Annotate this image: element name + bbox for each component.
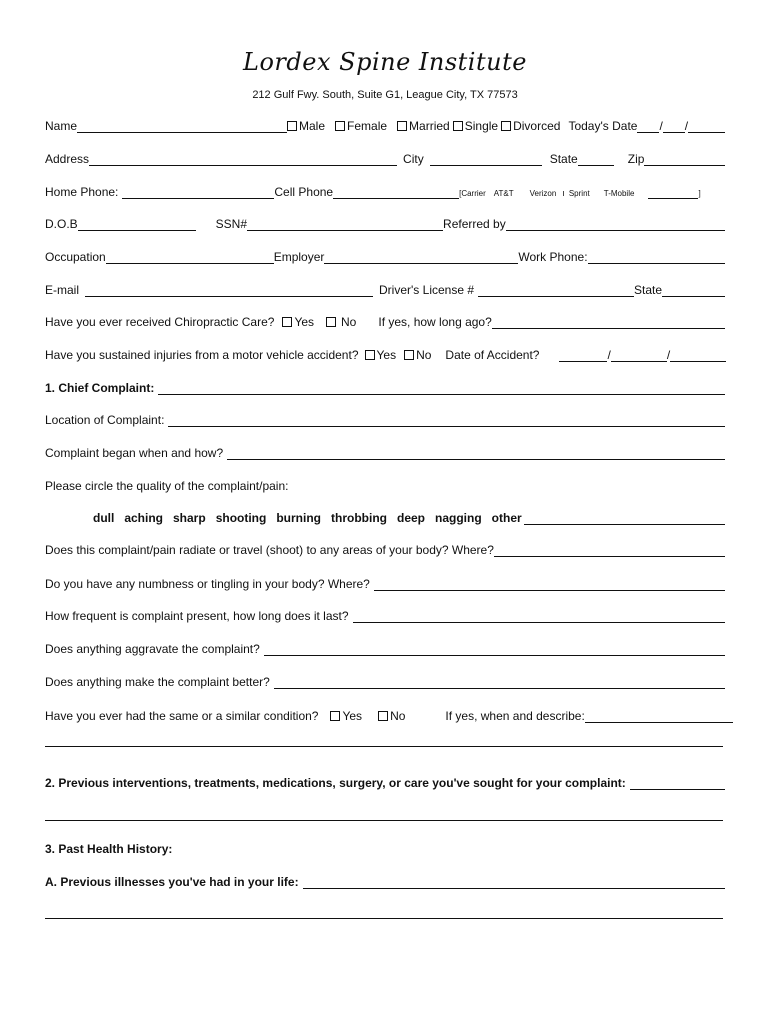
occupation-field[interactable] <box>106 250 274 264</box>
similar-describe-field[interactable] <box>585 709 733 723</box>
accident-no-label: No <box>416 348 432 362</box>
aggravate-row <box>45 640 725 656</box>
carrier-sprint[interactable]: Sprint <box>568 189 590 198</box>
name-label: Name <box>45 119 78 133</box>
chief-complaint-label: 1. Chief Complaint: <box>45 381 155 395</box>
city-field[interactable] <box>430 152 542 166</box>
state-label: State <box>549 152 578 166</box>
radiate-row <box>45 541 725 557</box>
occupation-row <box>45 248 725 264</box>
chiro-question: Have you ever received Chiropractic Care? <box>45 315 275 329</box>
numbness-row <box>45 575 725 591</box>
checkbox-box[interactable] <box>453 121 463 131</box>
quality-options-row <box>93 509 725 525</box>
employer-label: Employer <box>273 250 325 264</box>
license-state-field[interactable] <box>662 283 725 297</box>
quality-shooting[interactable]: shooting <box>215 511 267 525</box>
radiate-label: Does this complaint/pain radiate or travel (shoot) to any areas of your body? Where? <box>45 543 494 557</box>
circle-quality-row <box>45 477 725 493</box>
chiro-no-label: No <box>341 315 357 329</box>
cell-phone-label: Cell Phone <box>274 185 334 199</box>
radiate-field[interactable] <box>494 543 725 557</box>
similar-label: Have you ever had the same or a similar condition? <box>45 709 319 723</box>
email-label: E-mail <box>45 283 80 297</box>
date-month-field[interactable] <box>637 119 659 133</box>
quality-throbbing[interactable]: throbbing <box>331 511 387 525</box>
city-label: City <box>403 152 424 166</box>
checkbox-box[interactable] <box>335 121 345 131</box>
checkbox-box[interactable] <box>326 317 336 327</box>
chiro-yes-checkbox[interactable] <box>282 315 314 329</box>
date-slash: / <box>659 119 663 133</box>
work-phone-field[interactable] <box>588 250 725 264</box>
work-phone-label: Work Phone: <box>518 250 588 264</box>
carrier-att[interactable]: AT&T <box>493 189 514 198</box>
address-field[interactable] <box>89 152 397 166</box>
past-history-row <box>45 840 725 856</box>
dob-row <box>45 215 725 231</box>
interventions-field[interactable] <box>630 776 725 790</box>
married-checkbox[interactable] <box>397 119 450 133</box>
male-label: Male <box>299 119 326 133</box>
carrier-separator: ı <box>562 188 565 198</box>
license-label: Driver's License # <box>379 283 475 297</box>
divorced-label: Divorced <box>513 119 561 133</box>
location-row <box>45 411 725 427</box>
similar-no-checkbox[interactable] <box>378 709 405 723</box>
chief-complaint-row <box>45 379 725 395</box>
accident-slash: / <box>607 348 611 362</box>
checkbox-box[interactable] <box>501 121 511 131</box>
location-label: Location of Complaint: <box>45 413 165 427</box>
quality-deep[interactable]: deep <box>396 511 425 525</box>
previous-illnesses-row <box>45 873 725 889</box>
better-label: Does anything make the complaint better? <box>45 675 270 689</box>
numbness-field[interactable] <box>374 577 725 591</box>
began-field[interactable] <box>227 446 725 460</box>
employer-field[interactable] <box>324 250 518 264</box>
male-checkbox[interactable] <box>287 119 325 133</box>
state-field[interactable] <box>578 152 614 166</box>
chief-complaint-field[interactable] <box>158 381 725 395</box>
single-checkbox[interactable] <box>453 119 498 133</box>
frequent-label: How frequent is complaint present, how long does it last? <box>45 609 349 623</box>
quality-dull[interactable]: dull <box>93 511 115 525</box>
accident-yes-label: Yes <box>376 348 397 362</box>
began-row <box>45 444 725 460</box>
chiro-no-checkbox[interactable] <box>326 315 356 329</box>
female-label: Female <box>347 119 388 133</box>
previous-illnesses-field[interactable] <box>303 875 725 889</box>
began-label: Complaint began when and how? <box>45 446 224 460</box>
accident-yes-checkbox[interactable] <box>365 348 397 362</box>
zip-label: Zip <box>627 152 645 166</box>
referred-label: Referred by <box>443 217 506 231</box>
similar-row <box>45 707 725 723</box>
quality-nagging[interactable]: nagging <box>435 511 482 525</box>
quality-burning[interactable]: burning <box>276 511 321 525</box>
todays-date-label: Today's Date <box>568 119 638 133</box>
checkbox-box[interactable] <box>282 317 292 327</box>
name-row <box>45 117 725 133</box>
carrier-verizon[interactable]: Verizon <box>529 189 557 198</box>
accident-row <box>45 346 725 362</box>
female-checkbox[interactable] <box>335 119 387 133</box>
accident-date-label: Date of Accident? <box>445 348 540 362</box>
checkbox-box[interactable] <box>287 121 297 131</box>
similar-yes-checkbox[interactable] <box>330 709 362 723</box>
circle-quality-label: Please circle the quality of the complaint/pain: <box>45 479 289 493</box>
carrier-tmobile[interactable]: T-Mobile <box>603 189 635 198</box>
frequent-row <box>45 607 725 623</box>
home-phone-label: Home Phone: <box>45 185 119 199</box>
license-field[interactable] <box>478 283 634 297</box>
location-field[interactable] <box>168 413 725 427</box>
similar-no-label: No <box>390 709 406 723</box>
dob-field[interactable] <box>78 217 196 231</box>
home-phone-field[interactable] <box>122 185 274 199</box>
address-label: Address <box>45 152 90 166</box>
institute-title: Lordex Spine Institute <box>243 48 527 76</box>
past-history-title: 3. Past Health History: <box>45 842 173 856</box>
cell-phone-field[interactable] <box>333 185 459 199</box>
better-row <box>45 673 725 689</box>
license-state-label: State <box>634 283 663 297</box>
aggravate-label: Does anything aggravate the complaint? <box>45 642 260 656</box>
accident-year-field[interactable] <box>670 348 726 362</box>
carrier-label: [Carrier <box>459 189 486 198</box>
interventions-continuation-line[interactable] <box>45 820 723 821</box>
chiro-ago-field[interactable] <box>492 315 725 329</box>
quality-aching[interactable]: aching <box>124 511 163 525</box>
accident-question: Have you sustained injuries from a motor vehicle accident? <box>45 348 359 362</box>
date-year-field[interactable] <box>688 119 725 133</box>
phone-row <box>45 183 725 199</box>
single-label: Single <box>464 119 499 133</box>
ssn-field[interactable] <box>247 217 443 231</box>
ssn-label: SSN# <box>215 217 248 231</box>
address-row <box>45 150 725 166</box>
carrier-other-field[interactable] <box>648 189 701 199</box>
quality-other[interactable]: other <box>491 511 522 525</box>
similar-describe-label: If yes, when and describe: <box>445 709 585 723</box>
checkbox-box[interactable] <box>404 350 414 360</box>
institute-address: 212 Gulf Fwy. South, Suite G1, League City, TX 77573 <box>252 89 518 101</box>
aggravate-field[interactable] <box>264 642 725 656</box>
similar-yes-label: Yes <box>342 709 363 723</box>
quality-other-field[interactable] <box>524 511 725 525</box>
accident-day-field[interactable] <box>611 348 667 362</box>
date-slash: / <box>684 119 689 133</box>
chiro-ago-label: If yes, how long ago? <box>378 315 492 329</box>
quality-sharp[interactable]: sharp <box>173 511 206 525</box>
checkbox-box[interactable] <box>397 121 407 131</box>
carrier-close: ] <box>698 189 701 198</box>
interventions-row <box>45 774 725 790</box>
illnesses-continuation-line[interactable] <box>45 918 723 919</box>
email-field[interactable] <box>85 283 373 297</box>
zip-field[interactable] <box>644 152 725 166</box>
checkbox-box[interactable] <box>378 711 388 721</box>
referred-field[interactable] <box>506 217 725 231</box>
accident-no-checkbox[interactable] <box>404 348 431 362</box>
frequent-field[interactable] <box>353 609 726 623</box>
chiro-row <box>45 313 725 329</box>
accident-month-field[interactable] <box>559 348 607 362</box>
better-field[interactable] <box>274 675 725 689</box>
chiro-yes-label: Yes <box>294 315 315 329</box>
occupation-label: Occupation <box>45 250 106 264</box>
dob-label: D.O.B <box>45 217 78 231</box>
accident-slash: / <box>666 348 671 362</box>
name-field[interactable] <box>77 119 287 133</box>
checkbox-box[interactable] <box>365 350 375 360</box>
checkbox-box[interactable] <box>330 711 340 721</box>
divorced-checkbox[interactable] <box>501 119 560 133</box>
date-day-field[interactable] <box>663 119 685 133</box>
similar-continuation-line[interactable] <box>45 746 723 747</box>
numbness-label: Do you have any numbness or tingling in your body? Where? <box>45 577 370 591</box>
interventions-label: 2. Previous interventions, treatments, medications, surgery, or care you've sought for your complaint: <box>45 776 626 790</box>
previous-illnesses-label: A. Previous illnesses you've had in your life: <box>45 875 299 889</box>
email-row <box>45 281 725 297</box>
married-label: Married <box>409 119 450 133</box>
